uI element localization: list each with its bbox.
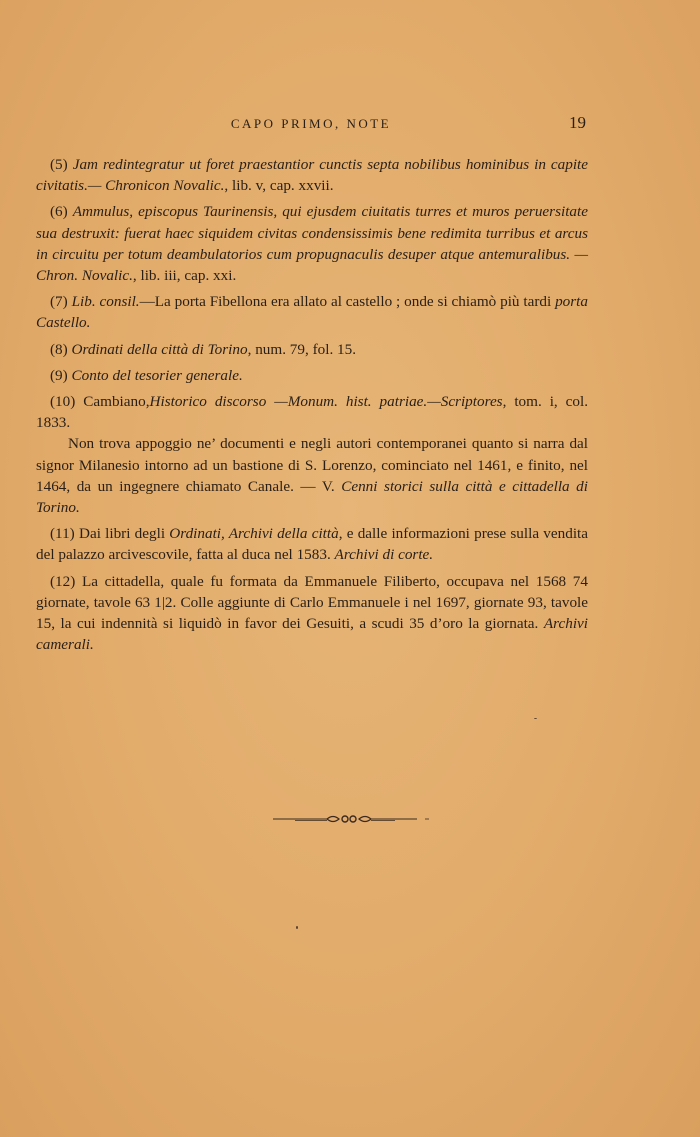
note-6: (6) Ammulus, episcopus Taurinensis, qui ejusdem ciuitatis turres et muros peruersitate sua destruxit: fuerat haec siquidem civitas condensissimis bene redimita turribus et arcus in circuitu per totum deambulatorios cum propugnaculis desuper atque antemuralibus. — Chron. Novalic., lib. iii, cap. xxi. (36, 203, 588, 285)
note-11: (11) Dai libri degli Ordinati, Archivi della città, e dalle informazioni prese sulla vendita del palazzo arcivescovile, fatta al duca nel 1583. Archivi di corte. (36, 525, 588, 564)
note-7: (7) Lib. consil.—La porta Fibellona era allato al castello ; onde si chiamò più tardi porta Castello. (36, 293, 588, 332)
note-10-continuation: Non trova appoggio ne’ documenti e negli autori contemporanei quanto si narra dal signor Milanesio intorno ad un bastione di S. Lorenzo, cominciato nel 1461, e finito, nel 1464, da un ingegnere chiamato Canale. — V. Cenni storici sulla città e cittadella di Torino. (36, 435, 588, 517)
note-12: (12) La cittadella, quale fu formata da Emmanuele Filiberto, occupava nel 1568 74 giornate, tavole 63 1|2. Colle aggiunte di Carlo Emmanuele i nel 1697, giornate 93, tavole 15, la cui indennità si liquidò in favor dei Gesuiti, a scudi 35 d’oro la giornata. Archivi camerali. (36, 572, 588, 654)
decorative-rule-icon (0, 812, 700, 831)
note-5: (5) Jam redintegratur ut foret praestantior cunctis septa nobilibus hominibus in capite civitatis.— Chronicon Novalic., lib. v, cap. xxvii. (36, 156, 589, 195)
footnotes (36, 154, 588, 660)
paper-speck (534, 718, 537, 719)
paper-speck (296, 926, 298, 929)
running-header (36, 113, 586, 138)
note-10: (10) Cambiano,Historico discorso —Monum. hist. patriae.—Scriptores, tom. i, col. 1833. (36, 393, 589, 432)
note-9: (9) Conto del tesorier generale. (50, 366, 243, 384)
page-number: 19 (569, 113, 586, 132)
note-8: (8) Ordinati della città di Torino, num. 79, fol. 15. (50, 340, 357, 358)
chapter-title: CAPO PRIMO, NOTE (230, 116, 392, 131)
